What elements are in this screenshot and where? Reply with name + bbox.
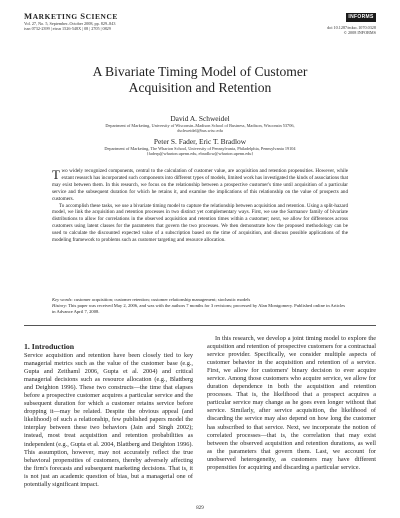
author-block-1 — [0, 114, 400, 134]
volume-line: Vol. 27, No. 5, September–October 2008, pp. 829–843 — [24, 21, 116, 26]
keywords-block — [52, 297, 348, 315]
author-name: Peter S. Fader, Eric T. Bradlow — [153, 137, 247, 146]
volume-info — [24, 21, 115, 31]
abstract-paragraph-1: wo widely recognized components, central to the calculation of customer value, are acquisition and retention propensities. However, while extant research has incorporated such components into different types of models, limited work has investigated the kinds of associations that may exist between them. In this research, we focus on the relationship between a prospective customer's time until acquisition of a particular service and the subsequent duration for which he retains it, and examine the implications of this relationship on the value of prospects and customers. — [52, 168, 348, 202]
author-name: David A. Schweidel — [170, 114, 230, 123]
right-column — [207, 335, 376, 472]
history-label: History — [52, 303, 66, 308]
drop-cap: T — [52, 167, 60, 182]
abstract-paragraph-2: To accomplish these tasks, we use a bivariate timing model to capture the relationship between acquisition and retention. Using a split-hazard model, we link the acquisition and retention processes in two distinct yet complementary ways. First, we use the Sarmanov family of bivariate distributions to allow for correlations in the observed acquisition and retention times within a customer; next, we allow for differences across customers using latent classes for the parameters that govern the two processes. We then demonstrate how the proposed methodology can be used to calculate the discounted expected value of a subscription based on the time of acquisition, and discuss possible applications of the modeling framework to problems such as customer targeting and resource allocation. — [52, 202, 348, 244]
left-column — [24, 352, 193, 489]
author-affiliation: Department of Marketing, University of Wisconsin–Madison School of Business, Madison, Wisconsin 53706, — [105, 123, 295, 128]
author-email: dschweidel@bus.wisc.edu — [177, 128, 223, 134]
section-heading: 1. Introduction — [24, 342, 75, 351]
body-paragraph: In this research, we develop a joint timing model to explore the acquisition and retention of prospective customers for a contractual service provider. Specifically, we consider multiple aspects of customer behavior in the acquisition and retention of a service. First, we allow for customers' binary decision to ever acquire service. Among those customers who acquire service, we allow for duration dependence in both the acquisition and retention processes. That is, the likelihood that a prospect acquires a particular service may change as he goes even longer without that service. Similarly, after service acquisition, the likelihood of discarding the service may also depend on how long the customer has subscribed to that service. Next, we incorporate the notion of correlated processes—that is, the correlation that may exist between the observed acquisition and retention durations, as well as the parameters that govern them. Last, we account for unobserved heterogeneity, as customers may have different propensities for acquiring and discarding a particular service. — [207, 335, 376, 471]
paper-title — [0, 64, 400, 96]
page-number: 829 — [196, 506, 204, 511]
doi-info — [327, 25, 376, 35]
journal-name: MARKETING SCIENCE — [24, 11, 118, 21]
title-line-2: Acquisition and Retention — [128, 80, 272, 95]
publisher-logo: INFORMS — [346, 13, 376, 22]
abstract — [52, 168, 348, 244]
issn-line: issn 0732-2399 | eissn 1526-548X | 08 | 2705 | 0829 — [24, 26, 111, 32]
history-text: : This paper was received May 2, 2006, and was with the authors 7 months for 3 revisions; processed by Alan Montgomery. Published online in Articles in Advance April 7, 2008. — [52, 303, 346, 314]
section-divider — [24, 325, 376, 326]
author-email: {faderp@wharton.upenn.edu, ebradlow@wharton.upenn.edu} — [146, 151, 254, 157]
keywords-label: Key words — [52, 297, 72, 302]
body-paragraph: Service acquisition and retention have been closely tied to key managerial metrics such as the value of the customer base (e.g., Gupta and Zeithaml 2006, Gupta et al. 2004) and critical managerial decisions such as resource allocation (e.g., Blattberg and Deighton 1996). These two constructs—the time that elapses before a prospective customer acquires a particular service and the subsequent duration for which a customer retains service before dropping it—may be related. Despite the obvious appeal (and likelihood) of such a relationship, few published papers model the interplay between these two behaviors (Jain and Singh 2002); instead, most treat acquisition and retention probabilities as independent (e.g., Gupta et al. 2004, Blattberg and Deighton 1996). This assumption, however, may not accurately reflect the true behavioral propensities of customers, thereby adversely affecting the firm's forecasts and subsequent marketing decisions. That is, it is not just an academic question of bias, but a managerial one of potentially significant impact. — [24, 352, 193, 488]
doi-line: doi 10.1287/mksc.1070.0328 — [327, 25, 376, 30]
keywords-text: : customer acquisition; customer retention; customer relationship management; stochastic models — [71, 297, 251, 302]
copyright-line: © 2008 INFORMS — [343, 30, 376, 36]
author-block-2 — [0, 137, 400, 157]
author-affiliation: Department of Marketing, The Wharton School, University of Pennsylvania, Philadelphia, Pennsylvania 19104 — [104, 146, 296, 151]
title-line-1: A Bivariate Timing Model of Customer — [92, 64, 308, 79]
